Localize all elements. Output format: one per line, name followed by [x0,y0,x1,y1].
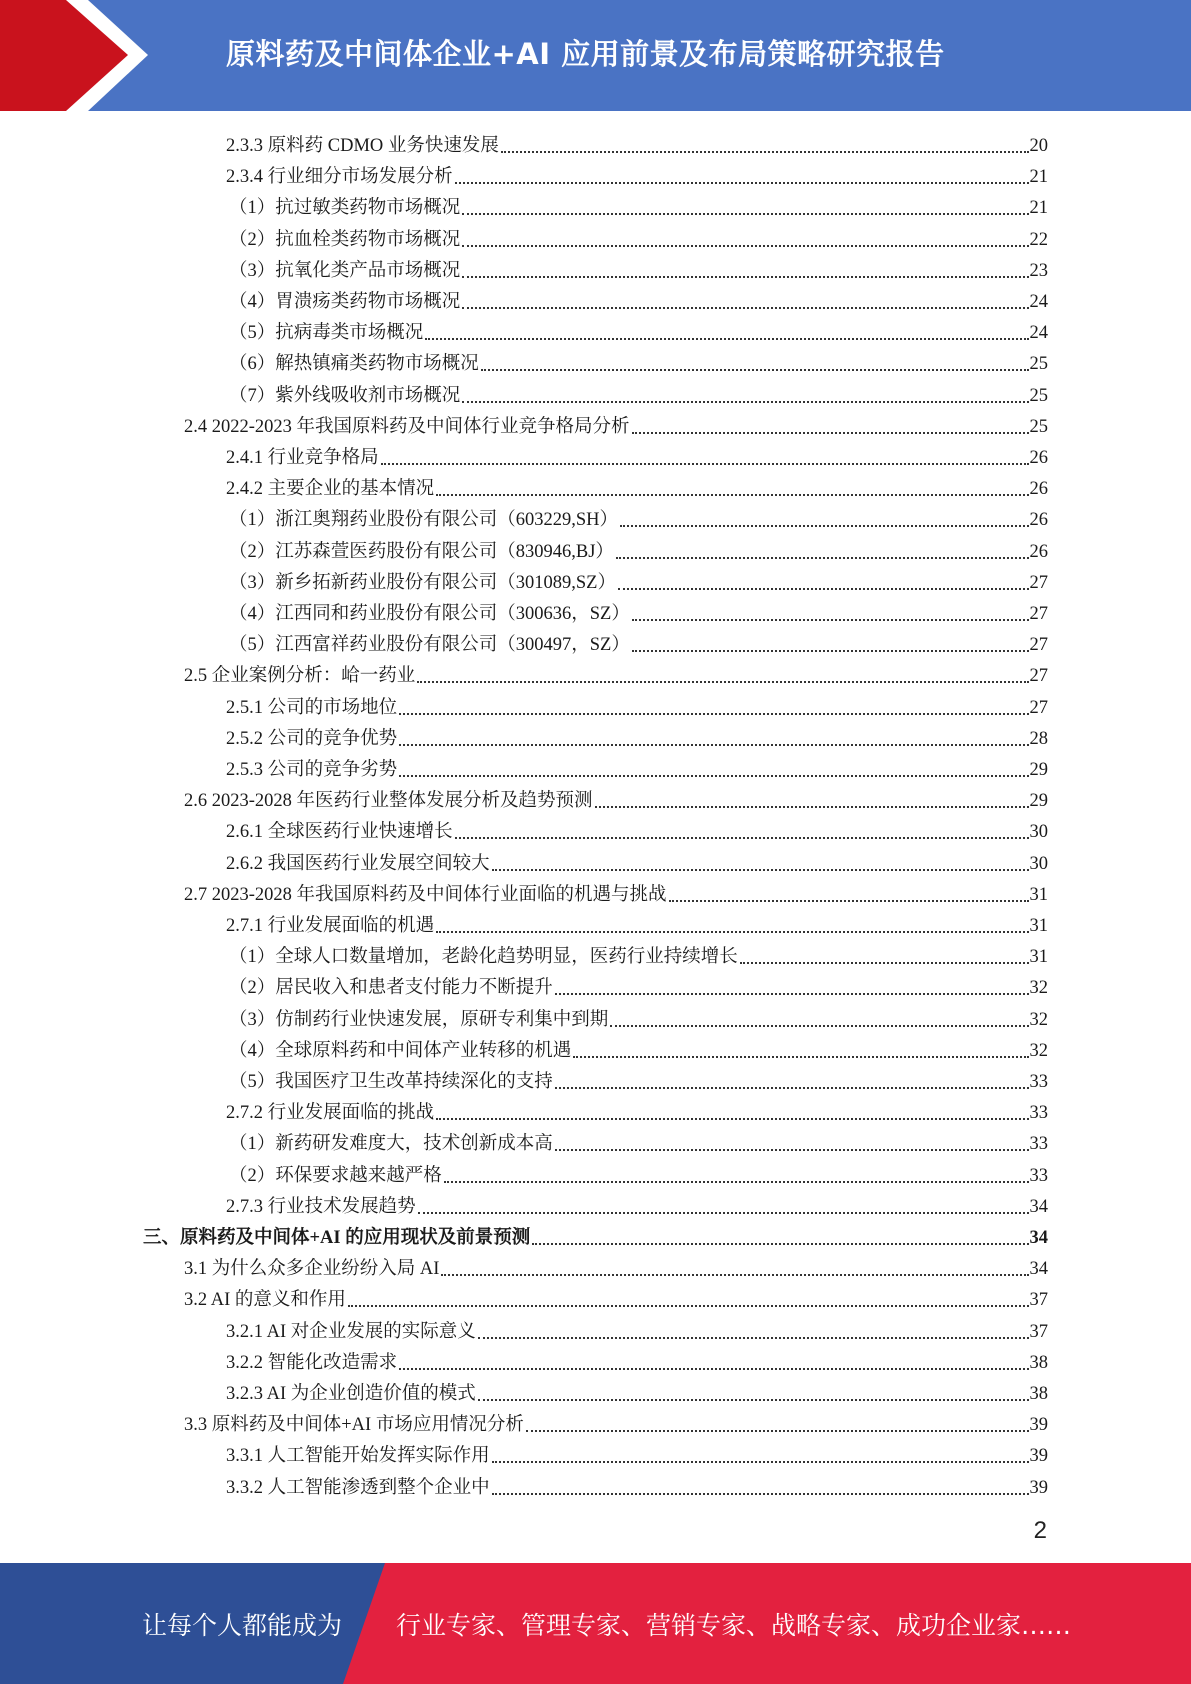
toc-entry[interactable] [184,782,1048,813]
toc-dot-leader [740,961,1029,964]
toc-entry-label: 3.3.1 人工智能开始发挥实际作用 [226,1446,490,1467]
footer-slogan-right: 行业专家、管理专家、营销专家、战略专家、成功企业家…… [396,1611,1072,1640]
toc-entry-page: 25 [1029,385,1048,406]
footer-banner [0,1563,1191,1684]
toc-entry[interactable] [229,252,1048,283]
toc-entry[interactable] [226,1375,1048,1406]
toc-dot-leader [669,899,1029,902]
toc-dot-leader [478,1398,1029,1401]
toc-dot-leader [455,836,1029,839]
toc-dot-leader [462,212,1028,215]
page-number: 2 [1033,1517,1047,1544]
toc-dot-leader [610,1024,1028,1027]
toc-entry-page: 34 [1029,1259,1048,1280]
toc-dot-leader [436,493,1028,496]
toc-entry-label: 2.5.2 公司的竞争优势 [226,728,398,749]
toc-entry-label: 2.7.2 行业发展面临的挑战 [226,1103,435,1124]
toc-entry-page: 33 [1029,1165,1048,1186]
toc-dot-leader [481,368,1029,371]
toc-entry[interactable] [184,657,1048,688]
toc-entry-page: 30 [1029,853,1048,874]
toc-entry[interactable] [226,470,1048,501]
toc-entry-page: 38 [1029,1384,1048,1404]
toc-entry-page: 27 [1029,666,1048,687]
toc-dot-leader [632,618,1029,621]
toc-entry-label: 2.5.3 公司的竞争劣势 [226,760,398,780]
toc-entry[interactable] [229,1001,1048,1032]
toc-entry-page: 24 [1029,323,1048,344]
toc-entry-label: 3.2.2 智能化改造需求 [226,1352,398,1373]
toc-entry-label: 3.3 原料药及中间体+AI 市场应用情况分析 [184,1415,524,1436]
toc-entry[interactable] [229,1125,1048,1156]
toc-dot-leader [478,1336,1029,1339]
toc-entry-label: 3.2.3 AI 为企业创造价值的模式 [226,1384,476,1404]
toc-entry-page: 33 [1029,1134,1048,1155]
toc-entry-label: （2）环保要求越来越严格 [229,1165,442,1186]
toc-entry-page: 30 [1029,822,1048,843]
toc-entry-page: 25 [1029,354,1048,375]
toc-entry-label: （2）居民收入和患者支付能力不断提升 [229,978,553,999]
toc-entry-label: 2.6 2023-2028 年医药行业整体发展分析及趋势预测 [184,791,593,812]
toc-entry-label: （5）江西富祥药业股份有限公司（300497，SZ） [229,635,630,656]
toc-dot-leader [399,1367,1028,1370]
toc-entry-label: （4）江西同和药业股份有限公司（300636，SZ） [229,604,630,624]
toc-entry-label: （3）新乡拓新药业股份有限公司（301089,SZ） [229,572,616,593]
toc-entry[interactable] [229,221,1048,252]
toc-dot-leader [462,244,1028,247]
toc-entry-page: 27 [1029,572,1048,593]
toc-entry-page: 29 [1029,791,1048,812]
toc-entry[interactable] [229,1157,1048,1188]
toc-entry[interactable] [226,439,1048,470]
toc-entry-label: （2）江苏森萱医药股份有限公司（830946,BJ） [229,541,614,562]
toc-dot-leader [555,1148,1029,1151]
toc-entry[interactable] [226,1188,1048,1219]
toc-dot-leader [462,275,1028,278]
toc-entry-label: （5）我国医疗卫生改革持续深化的支持 [229,1072,553,1092]
toc-dot-leader [462,306,1028,309]
toc-entry-label: （5）抗病毒类市场概况 [229,323,424,344]
toc-entry[interactable] [226,1313,1048,1344]
toc-dot-leader [620,524,1028,527]
toc-entry-page: 37 [1029,1321,1048,1342]
toc-entry[interactable] [229,626,1048,657]
toc-entry-page: 27 [1029,604,1048,624]
toc-entry-label: 3.3.2 人工智能渗透到整个企业中 [226,1477,490,1498]
toc-dot-leader [555,992,1029,995]
toc-entry-label: 2.4.2 主要企业的基本情况 [226,479,435,500]
toc-dot-leader [492,1460,1029,1463]
toc-dot-leader [444,1180,1029,1183]
toc-dot-leader [492,1492,1029,1495]
header-arrow-decoration [0,0,160,111]
toc-entry-page: 32 [1029,978,1048,999]
toc-entry[interactable] [229,564,1048,595]
toc-dot-leader [381,462,1029,465]
toc-dot-leader [555,1086,1029,1089]
toc-entry[interactable] [229,283,1048,314]
toc-entry-label: （3）仿制药行业快速发展，原研专利集中到期 [229,1009,609,1030]
toc-entry-label: 2.5.1 公司的市场地位 [226,697,398,718]
toc-entry[interactable] [229,938,1048,969]
toc-dot-leader [632,431,1029,434]
toc-entry-label: （3）抗氧化类产品市场概况 [229,260,461,281]
toc-entry-page: 24 [1029,292,1048,312]
toc-entry-page: 27 [1029,697,1048,718]
toc-entry-label: （7）紫外线吸收剂市场概况 [229,385,461,406]
toc-entry-label: （1）抗过敏类药物市场概况 [229,198,461,219]
toc-entry-label: 3.2.1 AI 对企业发展的实际意义 [226,1321,476,1342]
toc-entry-label: 三、原料药及中间体+AI 的应用现状及前景预测 [143,1228,531,1248]
toc-entry[interactable] [229,1063,1048,1094]
toc-entry[interactable] [226,845,1048,876]
toc-entry-page: 38 [1029,1352,1048,1373]
toc-entry-page: 33 [1029,1103,1048,1124]
toc-dot-leader [399,774,1028,777]
toc-entry-page: 26 [1029,479,1048,500]
toc-dot-leader [492,868,1029,871]
toc-entry[interactable] [229,1032,1048,1063]
toc-dot-leader [436,1117,1028,1120]
toc-entry-page: 37 [1029,1290,1048,1311]
toc-entry-page: 39 [1029,1477,1048,1498]
toc-dot-leader [616,556,1029,559]
toc-dot-leader [526,1429,1029,1432]
toc-dot-leader [399,712,1028,715]
toc-dot-leader [501,150,1029,153]
toc-dot-leader [417,680,1028,683]
toc-entry[interactable] [143,1219,1048,1250]
toc-entry-page: 27 [1029,635,1048,656]
toc-entry-page: 32 [1029,1040,1048,1061]
toc-dot-leader [441,1273,1028,1276]
toc-entry[interactable] [226,751,1048,782]
toc-entry-page: 34 [1029,1196,1048,1217]
toc-entry[interactable] [226,1344,1048,1375]
toc-entry-label: 3.1 为什么众多企业纷纷入局 AI [184,1259,440,1280]
toc-entry-page: 26 [1029,541,1048,562]
toc-entry-label: （1）新药研发难度大，技术创新成本高 [229,1134,553,1155]
toc-entry[interactable] [229,969,1048,1000]
toc-dot-leader [462,400,1028,403]
toc-entry[interactable] [226,1437,1048,1468]
toc-entry-label: 3.2 AI 的意义和作用 [184,1290,346,1311]
toc-entry[interactable] [229,501,1048,532]
toc-entry-label: 2.7 2023-2028 年我国原料药及中间体行业面临的机遇与挑战 [184,884,667,905]
toc-entry[interactable] [229,189,1048,220]
toc-entry-label: 2.7.1 行业发展面临的机遇 [226,916,435,936]
toc-dot-leader [418,1211,1029,1214]
toc-entry-page: 26 [1029,510,1048,531]
toc-dot-leader [573,1055,1028,1058]
toc-entry-page: 31 [1029,884,1048,905]
toc-entry-page: 28 [1029,728,1048,749]
toc-dot-leader [348,1304,1029,1307]
toc-dot-leader [532,1242,1028,1245]
toc-entry-page: 25 [1029,416,1048,437]
toc-dot-leader [632,649,1029,652]
toc-dot-leader [425,337,1028,340]
toc-entry-label: 2.6.1 全球医药行业快速增长 [226,822,453,843]
toc-entry-label: 2.5 企业案例分析：峆一药业 [184,666,416,687]
toc-entry[interactable] [226,720,1048,751]
toc-entry-label: 2.4 2022-2023 年我国原料药及中间体行业竞争格局分析 [184,416,630,437]
toc-entry[interactable] [226,813,1048,844]
toc-entry-page: 20 [1029,136,1048,156]
toc-entry-page: 31 [1029,947,1048,968]
toc-dot-leader [618,587,1029,590]
toc-entry[interactable] [229,533,1048,564]
toc-entry[interactable] [226,689,1048,720]
toc-entry-label: （1）全球人口数量增加，老龄化趋势明显，医药行业持续增长 [229,947,738,968]
toc-entry[interactable] [226,1469,1048,1500]
toc-dot-leader [436,930,1028,933]
toc-entry-label: （4）全球原料药和中间体产业转移的机遇 [229,1040,572,1061]
toc-entry-page: 26 [1029,448,1048,468]
toc-entry-label: （2）抗血栓类药物市场概况 [229,229,461,250]
toc-entry[interactable] [226,907,1048,938]
toc-entry-page: 39 [1029,1415,1048,1436]
toc-entry[interactable] [184,1250,1048,1281]
toc-entry-label: （6）解热镇痛类药物市场概况 [229,354,479,375]
toc-entry-page: 21 [1029,198,1048,219]
toc-entry-label: 2.4.1 行业竞争格局 [226,448,379,468]
toc-entry-page: 34 [1029,1228,1048,1248]
toc-entry-page: 39 [1029,1446,1048,1467]
toc-entry-label: （1）浙江奥翔药业股份有限公司（603229,SH） [229,510,619,531]
toc-entry-label: （4）胃溃疡类药物市场概况 [229,292,461,312]
toc-entry-label: 2.3.4 行业细分市场发展分析 [226,167,453,188]
toc-entry-label: 2.7.3 行业技术发展趋势 [226,1196,416,1217]
toc-entry[interactable] [226,158,1048,189]
footer-slogan-left: 让每个人都能成为 [142,1611,343,1640]
toc-entry[interactable] [229,314,1048,345]
toc-entry[interactable] [184,1281,1048,1312]
toc-entry-page: 22 [1029,229,1048,250]
toc-entry-page: 32 [1029,1009,1048,1030]
toc-entry-label: 2.6.2 我国医药行业发展空间较大 [226,853,490,874]
toc-entry[interactable] [226,1094,1048,1125]
toc-entry-page: 31 [1029,916,1048,936]
toc-entry-page: 33 [1029,1072,1048,1092]
toc-entry-label: 2.3.3 原料药 CDMO 业务快速发展 [226,136,499,156]
toc-entry[interactable] [184,876,1048,907]
toc-entry[interactable] [229,595,1048,626]
header-banner [0,0,1191,111]
toc-entry-page: 23 [1029,260,1048,281]
toc-entry[interactable] [226,127,1048,158]
toc-dot-leader [399,743,1028,746]
report-title: 原料药及中间体企业+AI 应用前景及布局策略研究报告 [226,37,945,71]
toc-entry[interactable] [229,345,1048,376]
toc-entry-page: 29 [1029,760,1048,780]
toc-entry[interactable] [184,408,1048,439]
toc-entry[interactable] [229,377,1048,408]
toc-dot-leader [455,181,1029,184]
toc-entry-page: 21 [1029,167,1048,188]
toc-dot-leader [595,805,1029,808]
toc-entry[interactable] [184,1406,1048,1437]
